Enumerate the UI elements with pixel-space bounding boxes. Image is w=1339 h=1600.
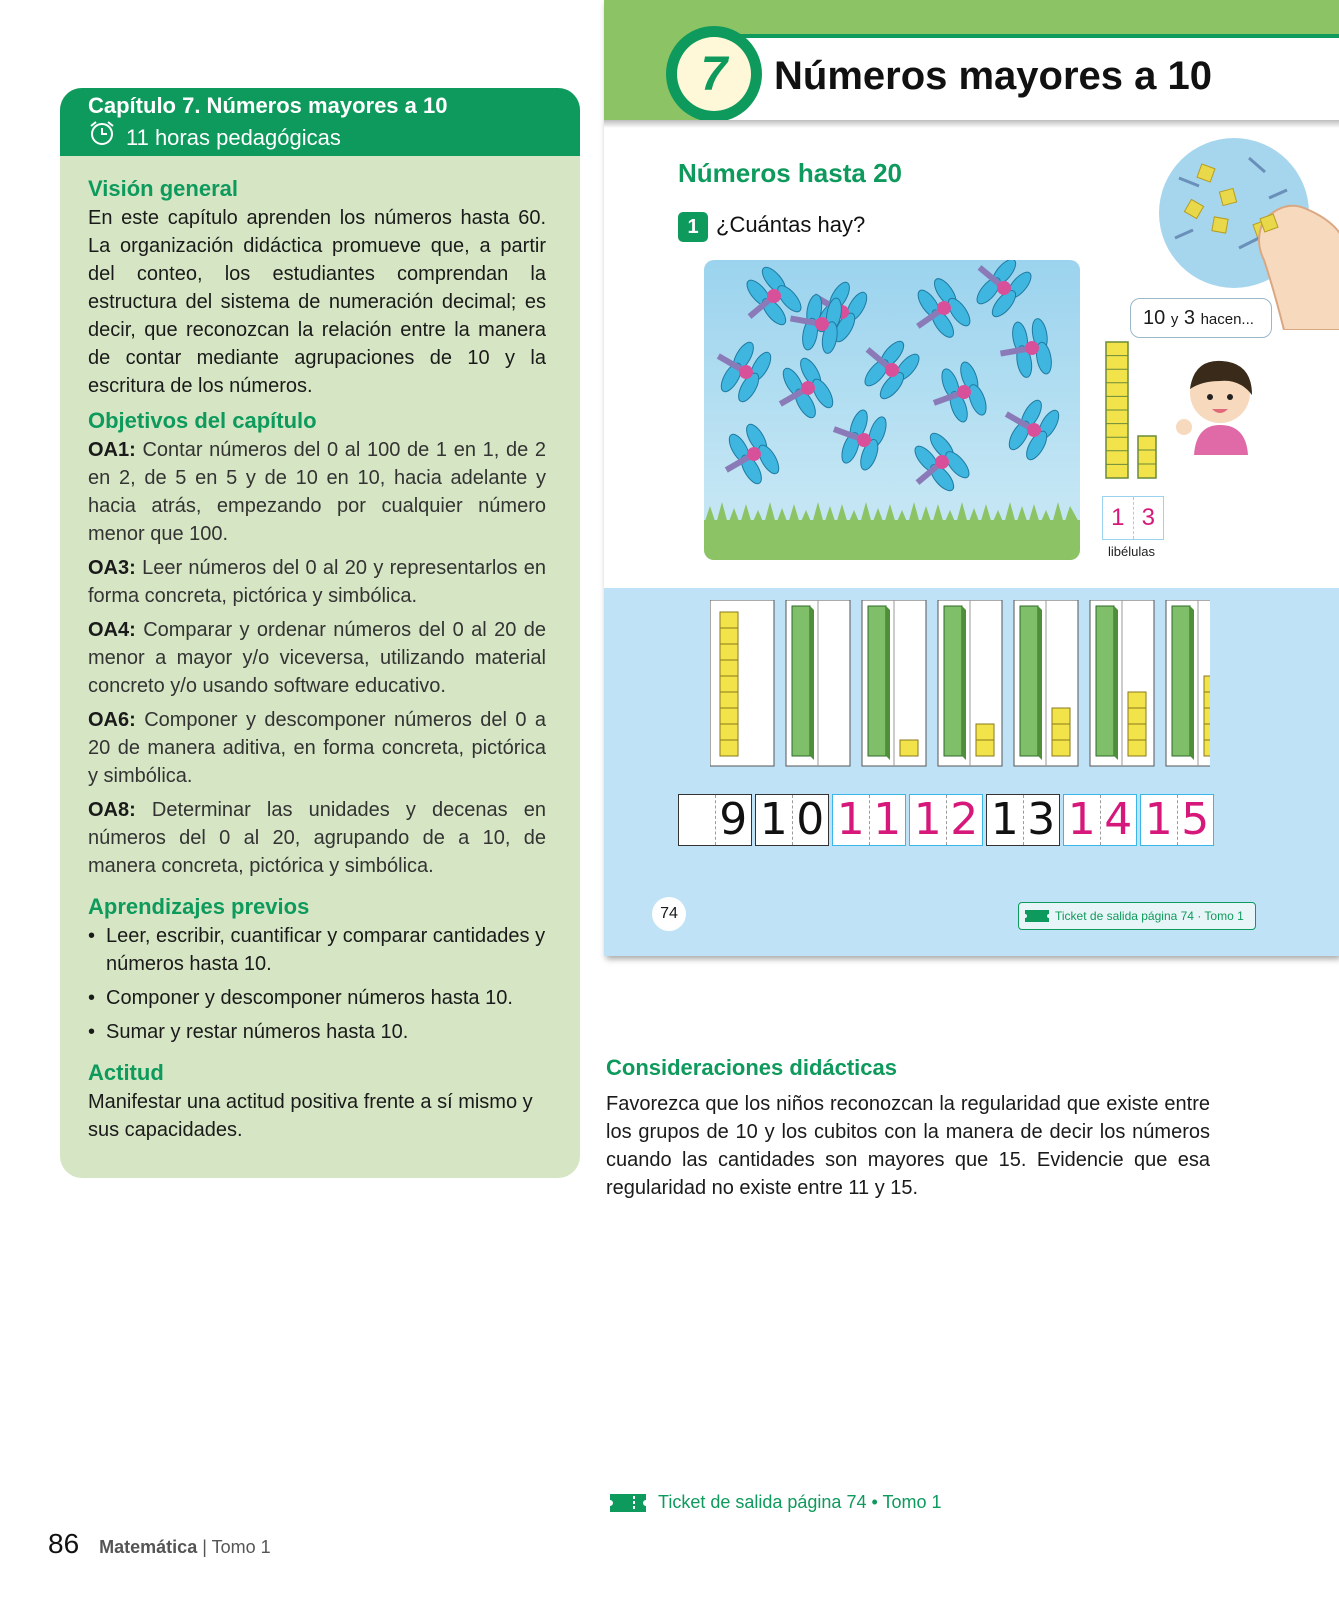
number-card-digit: 9 (715, 795, 752, 845)
ten-rod-and-units (1104, 340, 1164, 495)
count-answer-box (1102, 496, 1164, 540)
dragonfly (961, 260, 1035, 320)
student-book-page (604, 0, 1339, 956)
dragonfly (766, 355, 836, 428)
speech-bubble (1130, 298, 1272, 338)
hours-text: 11 horas pedagógicas (126, 124, 341, 150)
guide-hours (88, 120, 552, 155)
child-character (1174, 355, 1264, 460)
number-card-digit: 1 (1144, 794, 1173, 845)
chapter-number-badge (666, 26, 762, 122)
objetivo-code: OA1: (88, 439, 136, 461)
objetivo-item (88, 796, 546, 880)
footer-subject (99, 1537, 270, 1558)
block-panel (862, 600, 926, 766)
question-text: ¿Cuántas hay? (716, 212, 866, 237)
previo-item: • Componer y descomponer números hasta 10. (88, 984, 546, 1012)
number-card (832, 794, 906, 846)
number-card (755, 794, 829, 846)
book-ticket-link[interactable] (1018, 902, 1256, 930)
block-panel (1166, 600, 1210, 766)
number-card-digit: 3 (1023, 795, 1060, 845)
objetivo-code: OA3: (88, 557, 136, 579)
book-page-number: 74 (652, 897, 686, 931)
block-panel (786, 600, 850, 766)
speech-ten: 10 (1143, 307, 1166, 329)
speech-and: y (1170, 311, 1179, 328)
dragonfly-scene (704, 260, 1080, 560)
dragonfly (902, 275, 974, 349)
objetivo-text: Comparar y ordenar números del 0 al 20 de menor a mayor y/o viceversa, utilizando material concreto y/o usando software educativo. (88, 619, 546, 697)
guide-header (60, 88, 580, 156)
block-panel (1090, 600, 1154, 766)
count-label: libélulas (1108, 544, 1155, 559)
dragonfly (992, 390, 1062, 463)
count-tens: 1 (1103, 497, 1134, 539)
objetivo-item (88, 554, 546, 610)
dragonfly (731, 264, 805, 338)
number-card-digit: 1 (836, 794, 865, 845)
number-card-digit: 0 (792, 795, 829, 845)
objetivo-code: OA8: (88, 799, 136, 821)
dragonfly (899, 430, 973, 504)
volume-name: Tomo 1 (211, 1537, 271, 1557)
number-card-digit: 1 (990, 794, 1019, 845)
base-ten-blocks (710, 600, 1210, 770)
ticket-icon (610, 1494, 646, 1512)
objetivos-list (88, 436, 546, 880)
objetivo-text: Componer y descomponer números del 0 a 20 de manera aditiva, en forma concreta, pictórica y simbólica. (88, 709, 546, 787)
actitud-title: Actitud (88, 1060, 164, 1085)
objetivo-text: Contar números del 0 al 100 de 1 en 1, de 2 en 2, de 5 en 5 y de 10 en 10, hacia adelante y hacia atrás, empezando por cualquier número menor que 100. (88, 439, 546, 545)
footer-separator: | (197, 1537, 212, 1557)
consideraciones-text: Favorezca que los niños reconozcan la regularidad que existe entre los grupos de 10 y los cubitos con la manera de decir los números cuando las cantidades son mayores que 15. Evidencie que esa regularidad no existe entre 11 y 15. (606, 1093, 1210, 1199)
number-card (678, 794, 752, 846)
objetivo-item (88, 616, 546, 700)
count-units: 3 (1141, 504, 1155, 531)
objetivo-text: Determinar las unidades y decenas en números del 0 al 20, agrupando de a 10, de manera concreta, pictórica y simbólica. (88, 799, 546, 877)
page-number: 86 (48, 1528, 80, 1559)
alarm-clock-icon (88, 120, 116, 155)
chapter-number: 7 (677, 37, 751, 111)
book-subtitle: Números hasta 20 (678, 158, 902, 188)
number-card-digit: 1 (913, 794, 942, 845)
number-card (1140, 794, 1214, 846)
consideraciones-title: Consideraciones didácticas (606, 1055, 897, 1080)
book-ticket-text: Ticket de salida página 74 · Tomo 1 (1055, 909, 1244, 923)
objetivo-code: OA4: (88, 619, 136, 641)
number-card-digit: 5 (1177, 795, 1214, 845)
dragonfly (996, 317, 1054, 381)
page-footer (48, 1528, 271, 1560)
number-card-digit (679, 795, 715, 845)
guide-chapter-title: Capítulo 7. Números mayores a 10 (88, 93, 448, 118)
ticket-link[interactable] (610, 1492, 941, 1513)
speech-end: hacen... (1200, 311, 1254, 328)
vision-title: Visión general (88, 176, 238, 201)
dragonfly (824, 403, 889, 472)
previos-list (88, 922, 546, 1046)
number-card-digit: 1 (1067, 794, 1096, 845)
objetivo-item (88, 436, 546, 548)
actitud-text: Manifestar una actitud positiva frente a sí mismo y sus capacidades. (88, 1091, 533, 1141)
block-panel (938, 600, 1002, 766)
dragonfly (704, 332, 774, 405)
subject-name: Matemática (99, 1537, 198, 1557)
number-card-digit: 4 (1100, 795, 1137, 845)
objetivo-text: Leer números del 0 al 20 y representarlos en forma concreta, pictórica y simbólica. (88, 557, 546, 607)
number-card (1063, 794, 1137, 846)
ticket-icon (1025, 910, 1049, 922)
dragonfly (712, 421, 782, 494)
block-panel (1014, 600, 1078, 766)
number-card-digit: 1 (759, 794, 788, 845)
number-card (909, 794, 983, 846)
speech-three: 3 (1183, 307, 1195, 329)
objetivo-code: OA6: (88, 709, 136, 731)
band-shadow (604, 120, 1339, 128)
number-card-digit: 2 (946, 795, 983, 845)
previo-item: • Leer, escribir, cuantificar y comparar cantidades y números hasta 10. (88, 922, 546, 978)
ticket-text: Ticket de salida página 74 • Tomo 1 (658, 1492, 942, 1512)
objetivo-item (88, 706, 546, 790)
dragonfly (924, 360, 989, 429)
objetivos-title: Objetivos del capítulo (88, 408, 317, 433)
question-number: 1 (678, 212, 708, 242)
book-chapter-title: Números mayores a 10 (774, 54, 1213, 98)
number-card (986, 794, 1060, 846)
previos-title: Aprendizajes previos (88, 894, 310, 919)
number-card-digit: 1 (869, 795, 906, 845)
previo-item: • Sumar y restar números hasta 10. (88, 1018, 546, 1046)
chapter-guide-panel (60, 88, 580, 1178)
block-panel (710, 600, 774, 766)
grass (704, 520, 1080, 560)
dragonfly (849, 328, 923, 402)
vision-text: En este capítulo aprenden los números hasta 60. La organización didáctica promueve que, a partir del conteo, los estudiantes comprendan la estructura del sistema de numeración decimal; es decir, que reconozcan la relación entre la manera de contar mediante agrupaciones de 10 y la escritura de los números. (88, 207, 546, 397)
